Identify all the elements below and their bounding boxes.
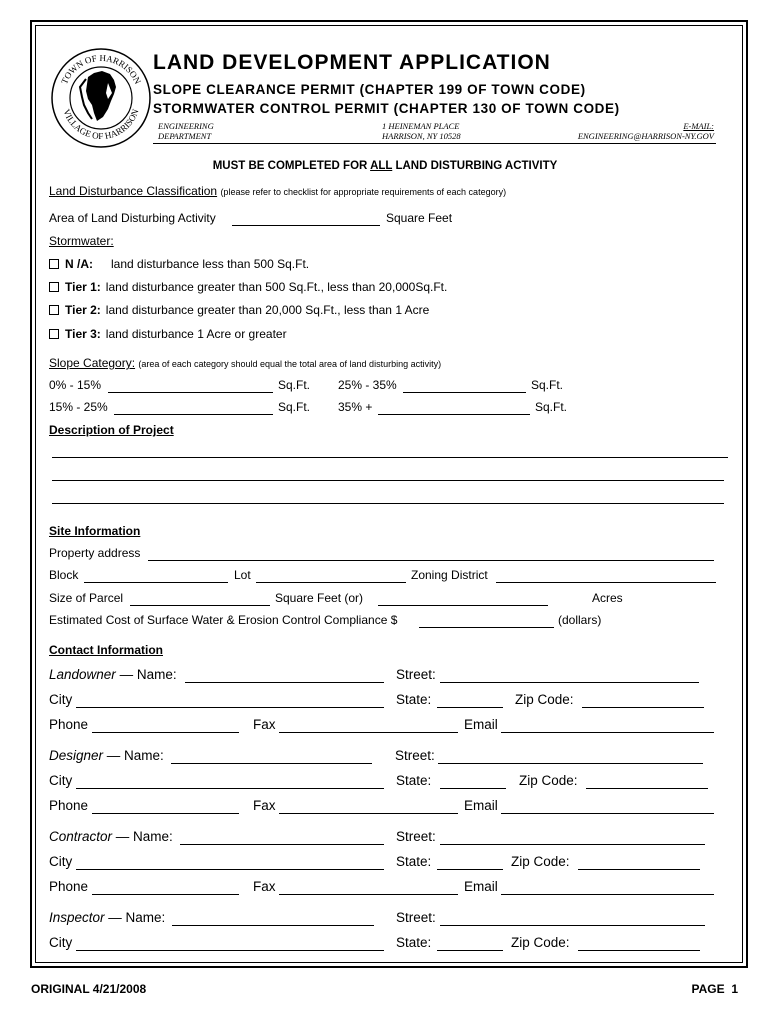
inspector-street-label: Street: [396, 910, 436, 925]
landowner-fax-input[interactable] [279, 732, 458, 733]
acres-label: Acres [592, 591, 623, 605]
engineering-dept: ENGINEERING DEPARTMENT [158, 121, 214, 141]
designer-phone-input[interactable] [92, 813, 239, 814]
landowner-city-label: City [49, 692, 73, 707]
checkbox-tier3[interactable] [49, 329, 59, 339]
slope-25-35-unit: Sq.Ft. [531, 378, 564, 392]
lot-input[interactable] [256, 582, 406, 583]
designer-fax-input[interactable] [279, 813, 458, 814]
landowner-street-label: Street: [396, 667, 436, 682]
description-heading: Description of Project [49, 423, 174, 437]
designer-street-label: Street: [395, 748, 435, 763]
contractor-city-input[interactable] [76, 869, 384, 870]
sqft-or-label: Square Feet (or) [275, 591, 364, 605]
subtitle-slope-permit: SLOPE CLEARANCE PERMIT (CHAPTER 199 OF TOWN CODE) [153, 82, 586, 97]
landowner-name-label: Landowner — Name: [49, 667, 177, 682]
contractor-name-label: Contractor — Name: [49, 829, 173, 844]
slope-0-15-input[interactable] [108, 392, 273, 393]
contractor-zip-input[interactable] [578, 869, 700, 870]
slope-15-25-label: 15% - 25% [49, 400, 108, 414]
seal-text-bottom: VILLAGE OF HARRISON [61, 107, 141, 142]
landowner-city-input[interactable] [76, 707, 384, 708]
parcel-input[interactable] [130, 605, 270, 606]
contractor-email-input[interactable] [501, 894, 714, 895]
landowner-phone-label: Phone [49, 717, 89, 732]
inspector-name-label: Inspector — Name: [49, 910, 166, 925]
area-unit: Square Feet [386, 211, 453, 225]
slope-35-plus-label: 35% + [338, 400, 373, 414]
footer-original-date: ORIGINAL 4/21/2008 [31, 982, 147, 996]
option-tier3[interactable]: Tier 3: land disturbance 1 Acre or greater [49, 327, 287, 341]
slope-15-25-input[interactable] [114, 414, 273, 415]
inspector-state-input[interactable] [437, 950, 503, 951]
slope-35-plus-input[interactable] [378, 414, 530, 415]
designer-name-input[interactable] [171, 763, 372, 764]
contractor-phone-label: Phone [49, 879, 89, 894]
inspector-zip-input[interactable] [578, 950, 700, 951]
slope-25-35-input[interactable] [403, 392, 526, 393]
inspector-city-label: City [49, 935, 73, 950]
must-be-completed-notice: MUST BE COMPLETED FOR ALL LAND DISTURBING ACTIVITY [212, 160, 558, 172]
contact-heading: Contact Information [49, 643, 163, 657]
landowner-street-input[interactable] [440, 682, 699, 683]
slope-heading: Slope Category: (area of each category should equal the total area of land disturbing activity) [49, 356, 442, 370]
lot-label: Lot [234, 568, 251, 582]
parcel-label: Size of Parcel [49, 591, 124, 605]
designer-state-input[interactable] [440, 788, 506, 789]
form-title: LAND DEVELOPMENT APPLICATION [153, 51, 551, 74]
contractor-email-label: Email [464, 879, 498, 894]
option-na[interactable]: N /A: land disturbance less than 500 Sq.Ft. [49, 257, 309, 271]
contractor-street-input[interactable] [440, 844, 705, 845]
landowner-email-label: Email [464, 717, 498, 732]
contractor-state-label: State: [396, 854, 432, 869]
contractor-zip-label: Zip Code: [511, 854, 570, 869]
checkbox-tier2[interactable] [49, 305, 59, 315]
acres-input[interactable] [378, 605, 548, 606]
cost-label: Estimated Cost of Surface Water & Erosion Control Compliance $ [49, 613, 398, 627]
designer-street-input[interactable] [438, 763, 703, 764]
slope-15-25-unit: Sq.Ft. [278, 400, 311, 414]
inspector-state-label: State: [396, 935, 432, 950]
inspector-city-input[interactable] [76, 950, 384, 951]
description-line-2[interactable] [52, 480, 724, 481]
designer-email-input[interactable] [501, 813, 714, 814]
option-tier2[interactable]: Tier 2: land disturbance greater than 20,000 Sq.Ft., less than 1 Acre [49, 303, 429, 317]
designer-name-label: Designer — Name: [49, 748, 164, 763]
checkbox-tier1[interactable] [49, 282, 59, 292]
slope-35-plus-unit: Sq.Ft. [535, 400, 568, 414]
stormwater-label: Stormwater: [49, 234, 114, 248]
contractor-state-input[interactable] [437, 869, 503, 870]
zoning-label: Zoning District [411, 568, 488, 582]
designer-phone-label: Phone [49, 798, 89, 813]
landowner-name-input[interactable] [185, 682, 384, 683]
subtitle-stormwater-permit: STORMWATER CONTROL PERMIT (CHAPTER 130 OF TOWN CODE) [153, 101, 620, 116]
area-input-line[interactable] [232, 225, 380, 226]
description-line-1[interactable] [52, 457, 728, 458]
header-rule [153, 143, 716, 144]
seal-text-top: TOWN OF HARRISON [59, 52, 143, 86]
contractor-fax-label: Fax [253, 879, 276, 894]
town-seal-logo [50, 47, 152, 149]
designer-city-input[interactable] [76, 788, 384, 789]
designer-zip-input[interactable] [586, 788, 708, 789]
landowner-email-input[interactable] [501, 732, 714, 733]
dept-address: 1 HEINEMAN PLACE HARRISON, NY 10528 [382, 121, 461, 141]
footer-page-number: PAGE 1 [691, 982, 738, 996]
slope-25-35-label: 25% - 35% [338, 378, 397, 392]
slope-0-15-unit: Sq.Ft. [278, 378, 311, 392]
inspector-street-input[interactable] [440, 925, 705, 926]
dollars-label: (dollars) [558, 613, 602, 627]
property-address-input[interactable] [148, 560, 714, 561]
landowner-state-label: State: [396, 692, 432, 707]
area-label: Area of Land Disturbing Activity [49, 211, 216, 225]
designer-state-label: State: [396, 773, 432, 788]
checkbox-na[interactable] [49, 259, 59, 269]
contractor-city-label: City [49, 854, 73, 869]
contractor-phone-input[interactable] [92, 894, 239, 895]
zoning-input[interactable] [496, 582, 716, 583]
option-tier1[interactable]: Tier 1: land disturbance greater than 500 Sq.Ft., less than 20,000Sq.Ft. [49, 280, 447, 294]
landowner-zip-input[interactable] [582, 707, 704, 708]
designer-city-label: City [49, 773, 73, 788]
landowner-state-input[interactable] [437, 707, 503, 708]
cost-input[interactable] [419, 627, 554, 628]
designer-email-label: Email [464, 798, 498, 813]
inspector-name-input[interactable] [172, 925, 374, 926]
dept-email: E-MAIL: ENGINEERING@HARRISON-NY.GOV [577, 121, 714, 141]
designer-fax-label: Fax [253, 798, 276, 813]
landowner-zip-label: Zip Code: [515, 692, 574, 707]
slope-0-15-label: 0% - 15% [49, 378, 102, 392]
contractor-street-label: Street: [396, 829, 436, 844]
designer-zip-label: Zip Code: [519, 773, 578, 788]
block-input[interactable] [84, 582, 228, 583]
site-heading: Site Information [49, 524, 141, 538]
block-label: Block [49, 568, 79, 582]
contractor-fax-input[interactable] [279, 894, 458, 895]
landowner-fax-label: Fax [253, 717, 276, 732]
landowner-phone-input[interactable] [92, 732, 239, 733]
classification-heading: Land Disturbance Classification (please refer to checklist for appropriate requirements of each category) [49, 184, 507, 198]
inspector-zip-label: Zip Code: [511, 935, 570, 950]
contractor-name-input[interactable] [180, 844, 384, 845]
property-address-label: Property address [49, 546, 141, 560]
description-line-3[interactable] [52, 503, 724, 504]
